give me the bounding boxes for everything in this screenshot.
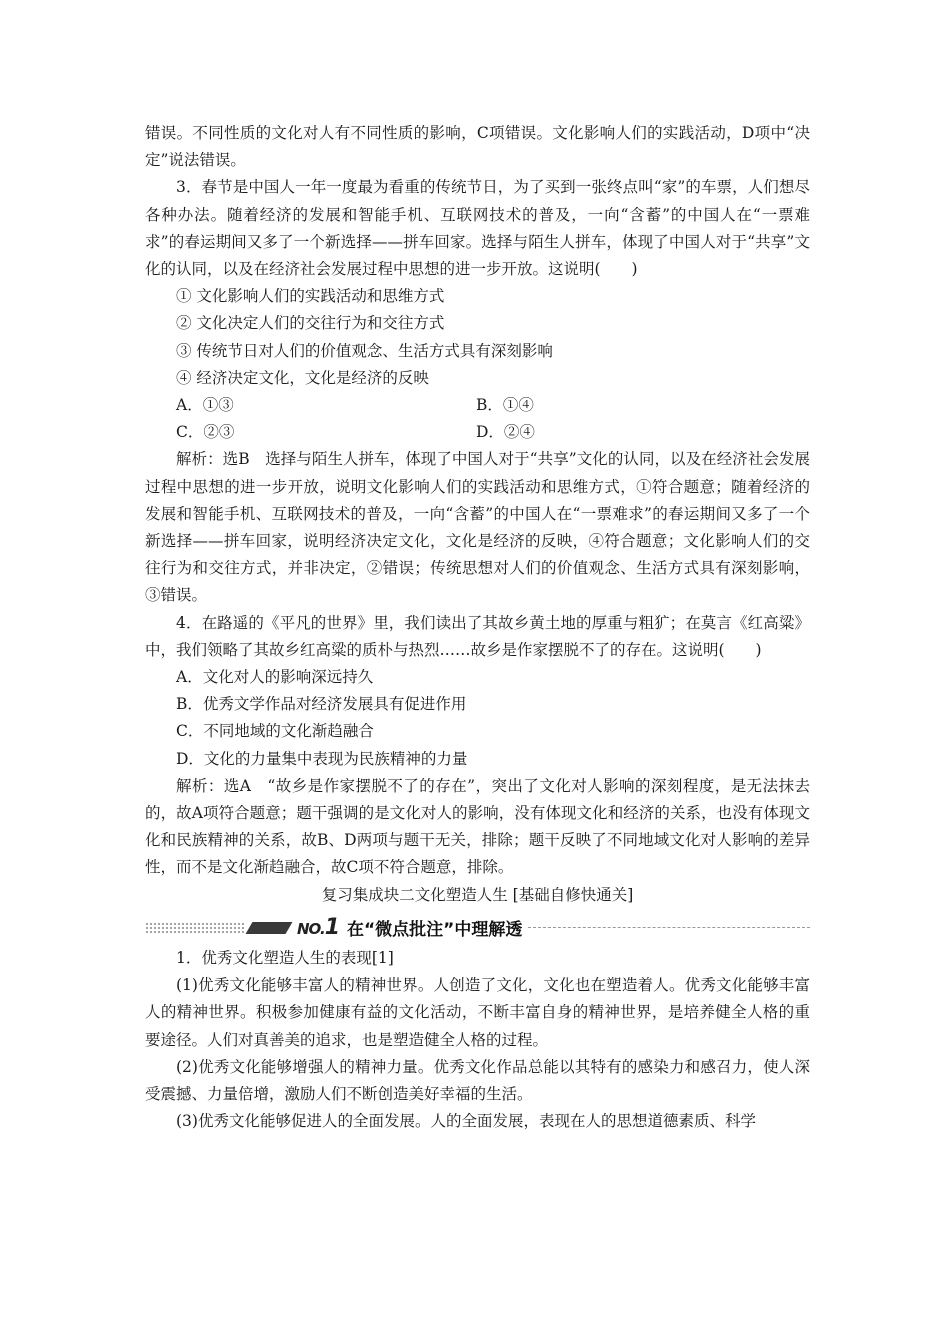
question-3-options-row [145,392,810,419]
question-3-item: ④ 经济决定文化，文化是经济的反映 [176,368,429,387]
paragraph-continuation: 错误。不同性质的文化对人有不同性质的影响，C项错误。文化影响人们的实践活动，D项中“决定”说法错误。 [145,124,810,170]
question-3-option-b: B．①④ [476,396,534,415]
banner-no-label: NO. [297,920,325,939]
question-4-analysis: 解析：选A “故乡是作家摆脱不了的存在”，突出了文化对人影响的深刻程度，是无法抹去的，故A项符合题意；题干强调的是文化对人的影响，没有体现文化和经济的关系，也没有体现文化和民族精神的关系，故B、D两项与题干无关，排除；题干反映了不同地域文化对人影响的差异性，而不是文化渐趋融合，故C项不符合题意，排除。 [145,776,810,877]
section-banner [145,913,810,943]
question-4-option-d: D．文化的力量集中表现为民族精神的力量 [176,749,468,768]
question-3-item: ③ 传统节日对人们的价值观念、生活方式具有深刻影响 [176,341,553,360]
question-3-item: ② 文化决定人们的交往行为和交往方式 [176,314,445,333]
question-3-analysis: 解析：选B 选择与陌生人拼车，体现了中国人对于“共享”文化的认同，以及在经济社会发展过程中思想的进一步开放，说明文化影响人们的实践活动和思维方式，①符合题意；随着经济的发展和智能手机、互联网技术的普及，一向“含蓄”的中国人在“一票难求”的春运期间又多了一个新选择——拼车回家，说明经济决定文化，文化是经济的反映，④符合题意；文化影响人们的交往行为和交往方式，并非决定，②错误；传统思想对人们的价值观念、生活方式具有深刻影响，③错误。 [145,450,810,605]
question-3-option-d: D．②④ [476,423,535,442]
question-4-option-b: B．优秀文学作品对经济发展具有促进作用 [176,695,467,714]
question-3-options-row [145,419,810,446]
banner-number [297,915,339,940]
question-4-option-a: A．文化对人的影响深远持久 [176,668,374,687]
question-3-item: ① 文化影响人们的实践活动和思维方式 [176,287,445,306]
question-3-option-a: A．①③ [176,396,234,415]
question-4-option-c: C．不同地域的文化渐趋融合 [176,722,374,741]
page-content [145,120,810,1135]
body-paragraph: (2)优秀文化能够增强人的精神力量。优秀文化作品总能以其特有的感染力和感召力，使人深受震撼、力量倍增，激励人们不断创造美好幸福的生活。 [145,1057,810,1103]
body-paragraph: (3)优秀文化能够促进人的全面发展。人的全面发展，表现在人的思想道德素质、科学 [176,1112,756,1131]
banner-dashed-rule [528,927,810,928]
banner-no-digit: 1 [324,915,339,941]
dotted-pattern-icon [145,922,245,934]
banner-title: 在“微点批注”中理解透 [347,920,523,941]
body-paragraph: (1)优秀文化能够丰富人的精神世界。人创造了文化，文化也在塑造着人。优秀文化能够丰富人的精神世界。积极参加健康有益的文化活动，不断丰富自身的精神世界，是培养健全人格的重要途径。人们对真善美的追求，也是塑造健全人格的过程。 [145,976,810,1049]
slant-bar-icon [246,922,293,934]
question-3-stem: 3．春节是中国人一年一度最为看重的传统节日，为了买到一张终点叫“家”的车票，人们想尽各种办法。随着经济的发展和智能手机、互联网技术的普及，一向“含蓄”的中国人在“一票难求”的春运期间又多了一个新选择——拼车回家。选择与陌生人拼车，体现了中国人对于“共享”文化的认同，以及在经济社会发展过程中思想的进一步开放。这说明( ) [145,178,810,279]
section-title: 复习集成块二文化塑造人生 [基础自修快通关] [321,885,634,904]
body-heading: 1．优秀文化塑造人生的表现[1] [176,948,394,967]
question-3-option-c: C．②③ [176,423,235,442]
question-4-stem: 4．在路遥的《平凡的世界》里，我们读出了其故乡黄土地的厚重与粗犷；在莫言《红高粱》中，我们领略了其故乡红高粱的质朴与热烈……故乡是作家摆脱不了的存在。这说明( ) [145,613,810,659]
